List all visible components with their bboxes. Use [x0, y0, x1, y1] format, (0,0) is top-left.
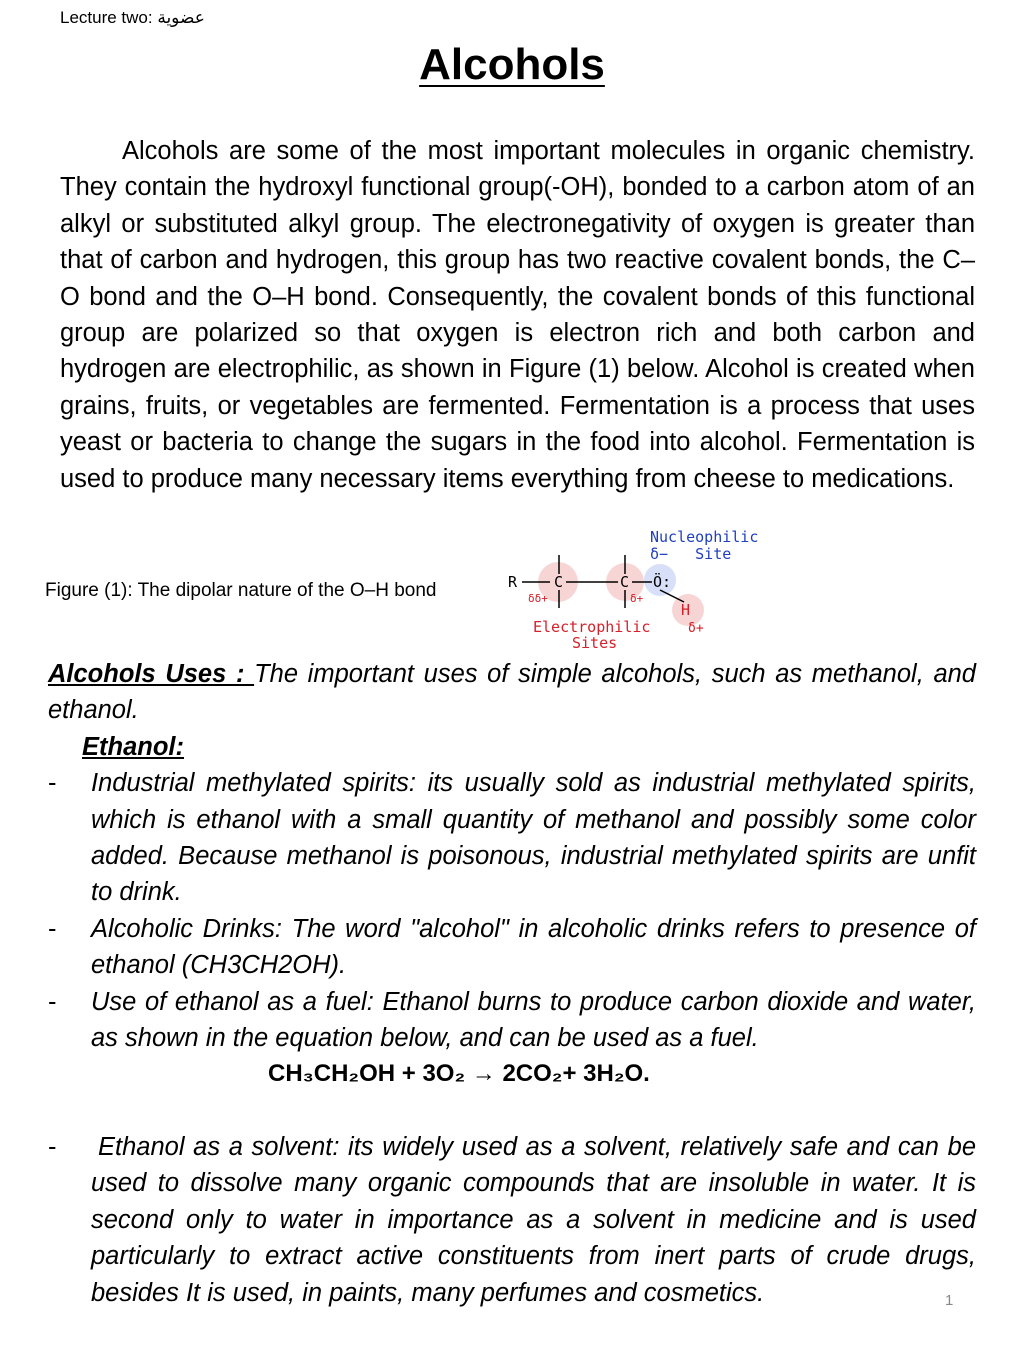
ethanol-heading: Ethanol:: [82, 732, 184, 761]
atom-h: H: [681, 601, 691, 619]
delta-h-label: δ+: [688, 621, 704, 636]
atom-r: R: [508, 573, 518, 591]
electrophilic-halo: [538, 562, 704, 626]
use-fuel: Use of ethanol as a fuel: Ethanol burns to produce carbon dioxide and water, as shown in the equation below, and can be used as a fuel.: [91, 987, 976, 1053]
list-dash: -: [48, 914, 57, 943]
page-number: 1: [945, 1292, 954, 1309]
list-item: [48, 765, 976, 911]
delta-c2-label: δ+: [630, 592, 644, 605]
intro-paragraph: Alcohols are some of the most important molecules in organic chemistry. They contain the hydroxyl functional group(-OH), bonded to a carbon atom of an alkyl or substituted alkyl group. The electronegativity of oxygen is greater than that of carbon and hydrogen, this group has two reactive covalent bonds, the C–O bond and the O–H bond. Consequently, the covalent bonds of this functional group are polarized so that oxygen is electron rich and both carbon and hydrogen are electrophilic, as shown in Figure (1) below. Alcohol is created when grains, fruits, or vegetables are fermented. Fermentation is a process that uses yeast or bacteria to change the sugars in the food into alcohol. Fermentation is used to produce many necessary items everything from cheese to medications.: [60, 137, 975, 493]
nucleophilic-site-label: δ− Site: [650, 545, 732, 563]
atom-c1: C: [554, 573, 564, 591]
uses-intro-line: [48, 656, 976, 729]
lecture-label: Lecture two: عضوية: [60, 8, 205, 27]
uses-heading: Alcohols Uses :: [48, 660, 255, 688]
list-dash: -: [48, 987, 57, 1016]
use-industrial-spirits: Industrial methylated spirits: its usually sold as industrial methylated spirits, which is ethanol with a small quantity of methanol and possibly some color added. Because methanol is poisonous, industrial methylated spirits are unfit to drink.: [91, 769, 976, 907]
combustion-equation: CH₃CH₂OH + 3O₂ → 2CO₂+ 3H₂O.: [268, 1060, 650, 1088]
alcohol-uses-section: [48, 656, 976, 1311]
nucleophilic-label: Nucleophilic: [650, 528, 759, 546]
dipolar-bond-figure: [500, 522, 800, 657]
list-item: [48, 1129, 976, 1311]
electrophilic-sites-label: Sites: [572, 634, 618, 652]
page-title-text: Alcohols: [419, 40, 605, 89]
list-dash: -: [48, 769, 57, 798]
figure-caption: Figure (1): The dipolar nature of the O–H bond: [45, 580, 437, 601]
page-title: [0, 40, 1024, 90]
electrophilic-label: Electrophilic: [533, 618, 651, 636]
list-dash: -: [48, 1132, 57, 1161]
delta-c1-label: δδ+: [528, 592, 548, 605]
list-item: [48, 911, 976, 984]
atom-o: Ö:: [653, 573, 672, 591]
uses-intro: The important uses of simple alcohols, such as methanol, and ethanol.: [48, 660, 976, 725]
use-alcoholic-drinks: Alcoholic Drinks: The word "alcohol" in alcoholic drinks refers to presence of ethanol (CH3CH2OH).: [91, 914, 976, 980]
list-item: [48, 984, 976, 1057]
atom-c2: C: [620, 573, 630, 591]
use-solvent: Ethanol as a solvent: its widely used as a solvent, relatively safe and can be used to dissolve many organic compounds that are insoluble in water. It is second only to water in importance as a solvent in medicine and is used particularly to extract active constituents from inert parts of crude drugs, besides It is used, in paints, many perfumes and cosmetics.: [91, 1132, 976, 1307]
spacer: [48, 1093, 976, 1129]
